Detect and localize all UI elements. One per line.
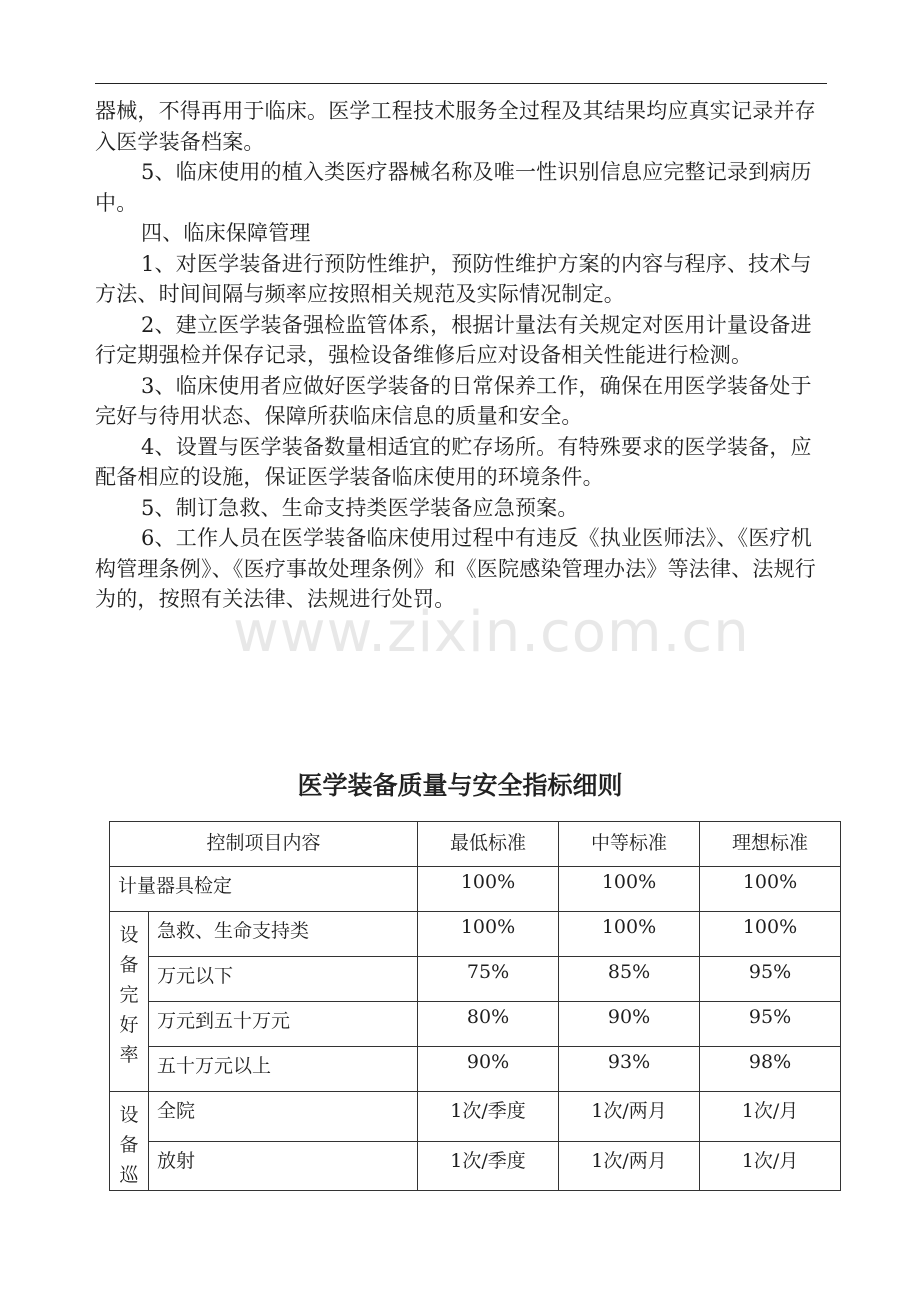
table-cell: 90% [559,1002,700,1047]
row-label: 急救、生命支持类 [149,912,418,957]
table-cell: 85% [559,957,700,1002]
header-cell: 最低标准 [418,822,559,867]
table-row [110,912,841,957]
table-cell: 1次/月 [700,1141,841,1191]
table-cell: 95% [700,1002,841,1047]
row-label: 万元以下 [149,957,418,1002]
row-label: 全院 [149,1092,418,1142]
table-cell: 100% [418,867,559,912]
paragraph: 器械，不得再用于临床。医学工程技术服务全过程及其结果均应真实记录并存入医学装备档案。 [95,99,816,154]
header-rule [95,83,827,84]
paragraph: 2、建立医学装备强检监管体系，根据计量法有关规定对医用计量设备进行定期强检并保存记录，强检设备维修后应对设备相关性能进行检测。 [95,312,812,367]
paragraph: 1、对医学装备进行预防性维护，预防性维护方案的内容与程序、技术与方法、时间间隔与频率应按照相关规范及实际情况制定。 [95,251,812,306]
table-cell: 75% [418,957,559,1002]
group-label: 设备完好率 [110,912,149,1092]
table-cell: 100% [700,867,841,912]
paragraph: 5、临床使用的植入类医疗器械名称及唯一性识别信息应完整记录到病历中。 [95,160,812,215]
header-cell: 理想标准 [700,822,841,867]
paragraph: 4、设置与医学装备数量相适宜的贮存场所。有特殊要求的医学装备，应配备相应的设施，保证医学装备临床使用的环境条件。 [95,434,812,489]
paragraph: 3、临床使用者应做好医学装备的日常保养工作，确保在用医学装备处于完好与待用状态、保障所获临床信息的质量和安全。 [95,373,812,428]
group-label: 设备巡 [110,1092,149,1191]
row-label: 五十万元以上 [149,1047,418,1092]
row-label: 计量器具检定 [110,867,418,912]
table-cell: 100% [559,867,700,912]
paragraph: 5、制订急救、生命支持类医学装备应急预案。 [141,495,579,520]
watermark: www.zixin.com.cn [233,600,750,665]
table-cell: 100% [418,912,559,957]
table-header-row [110,822,841,867]
table-row [110,1047,841,1092]
table-cell: 1次/季度 [418,1092,559,1142]
row-label: 万元到五十万元 [149,1002,418,1047]
table-cell: 95% [700,957,841,1002]
table-title: 医学装备质量与安全指标细则 [297,771,623,800]
row-label: 放射 [149,1141,418,1191]
table-cell: 1次/月 [700,1092,841,1142]
section-heading: 四、临床保障管理 [141,221,311,245]
table-cell: 100% [559,912,700,957]
table-row [110,1092,841,1142]
table-cell: 1次/两月 [559,1141,700,1191]
paragraph: 6、工作人员在医学装备临床使用过程中有违反《执业医师法》、《医疗机构管理条例》、《医疗事故处理条例》和《医院感染管理办法》等法律、法规行为的，按照有关法律、法规进行处罚。 [95,526,816,611]
table-cell: 98% [700,1047,841,1092]
indicator-table [109,821,841,1191]
table-cell: 1次/季度 [418,1141,559,1191]
header-cell: 中等标准 [559,822,700,867]
table-cell: 93% [559,1047,700,1092]
table-cell: 80% [418,1002,559,1047]
body-text [95,96,830,615]
table-cell: 100% [700,912,841,957]
table-cell: 90% [418,1047,559,1092]
table-row [110,1141,841,1191]
table-row [110,867,841,912]
table-row [110,1002,841,1047]
header-cell: 控制项目内容 [110,822,418,867]
table-cell: 1次/两月 [559,1092,700,1142]
table-row [110,957,841,1002]
